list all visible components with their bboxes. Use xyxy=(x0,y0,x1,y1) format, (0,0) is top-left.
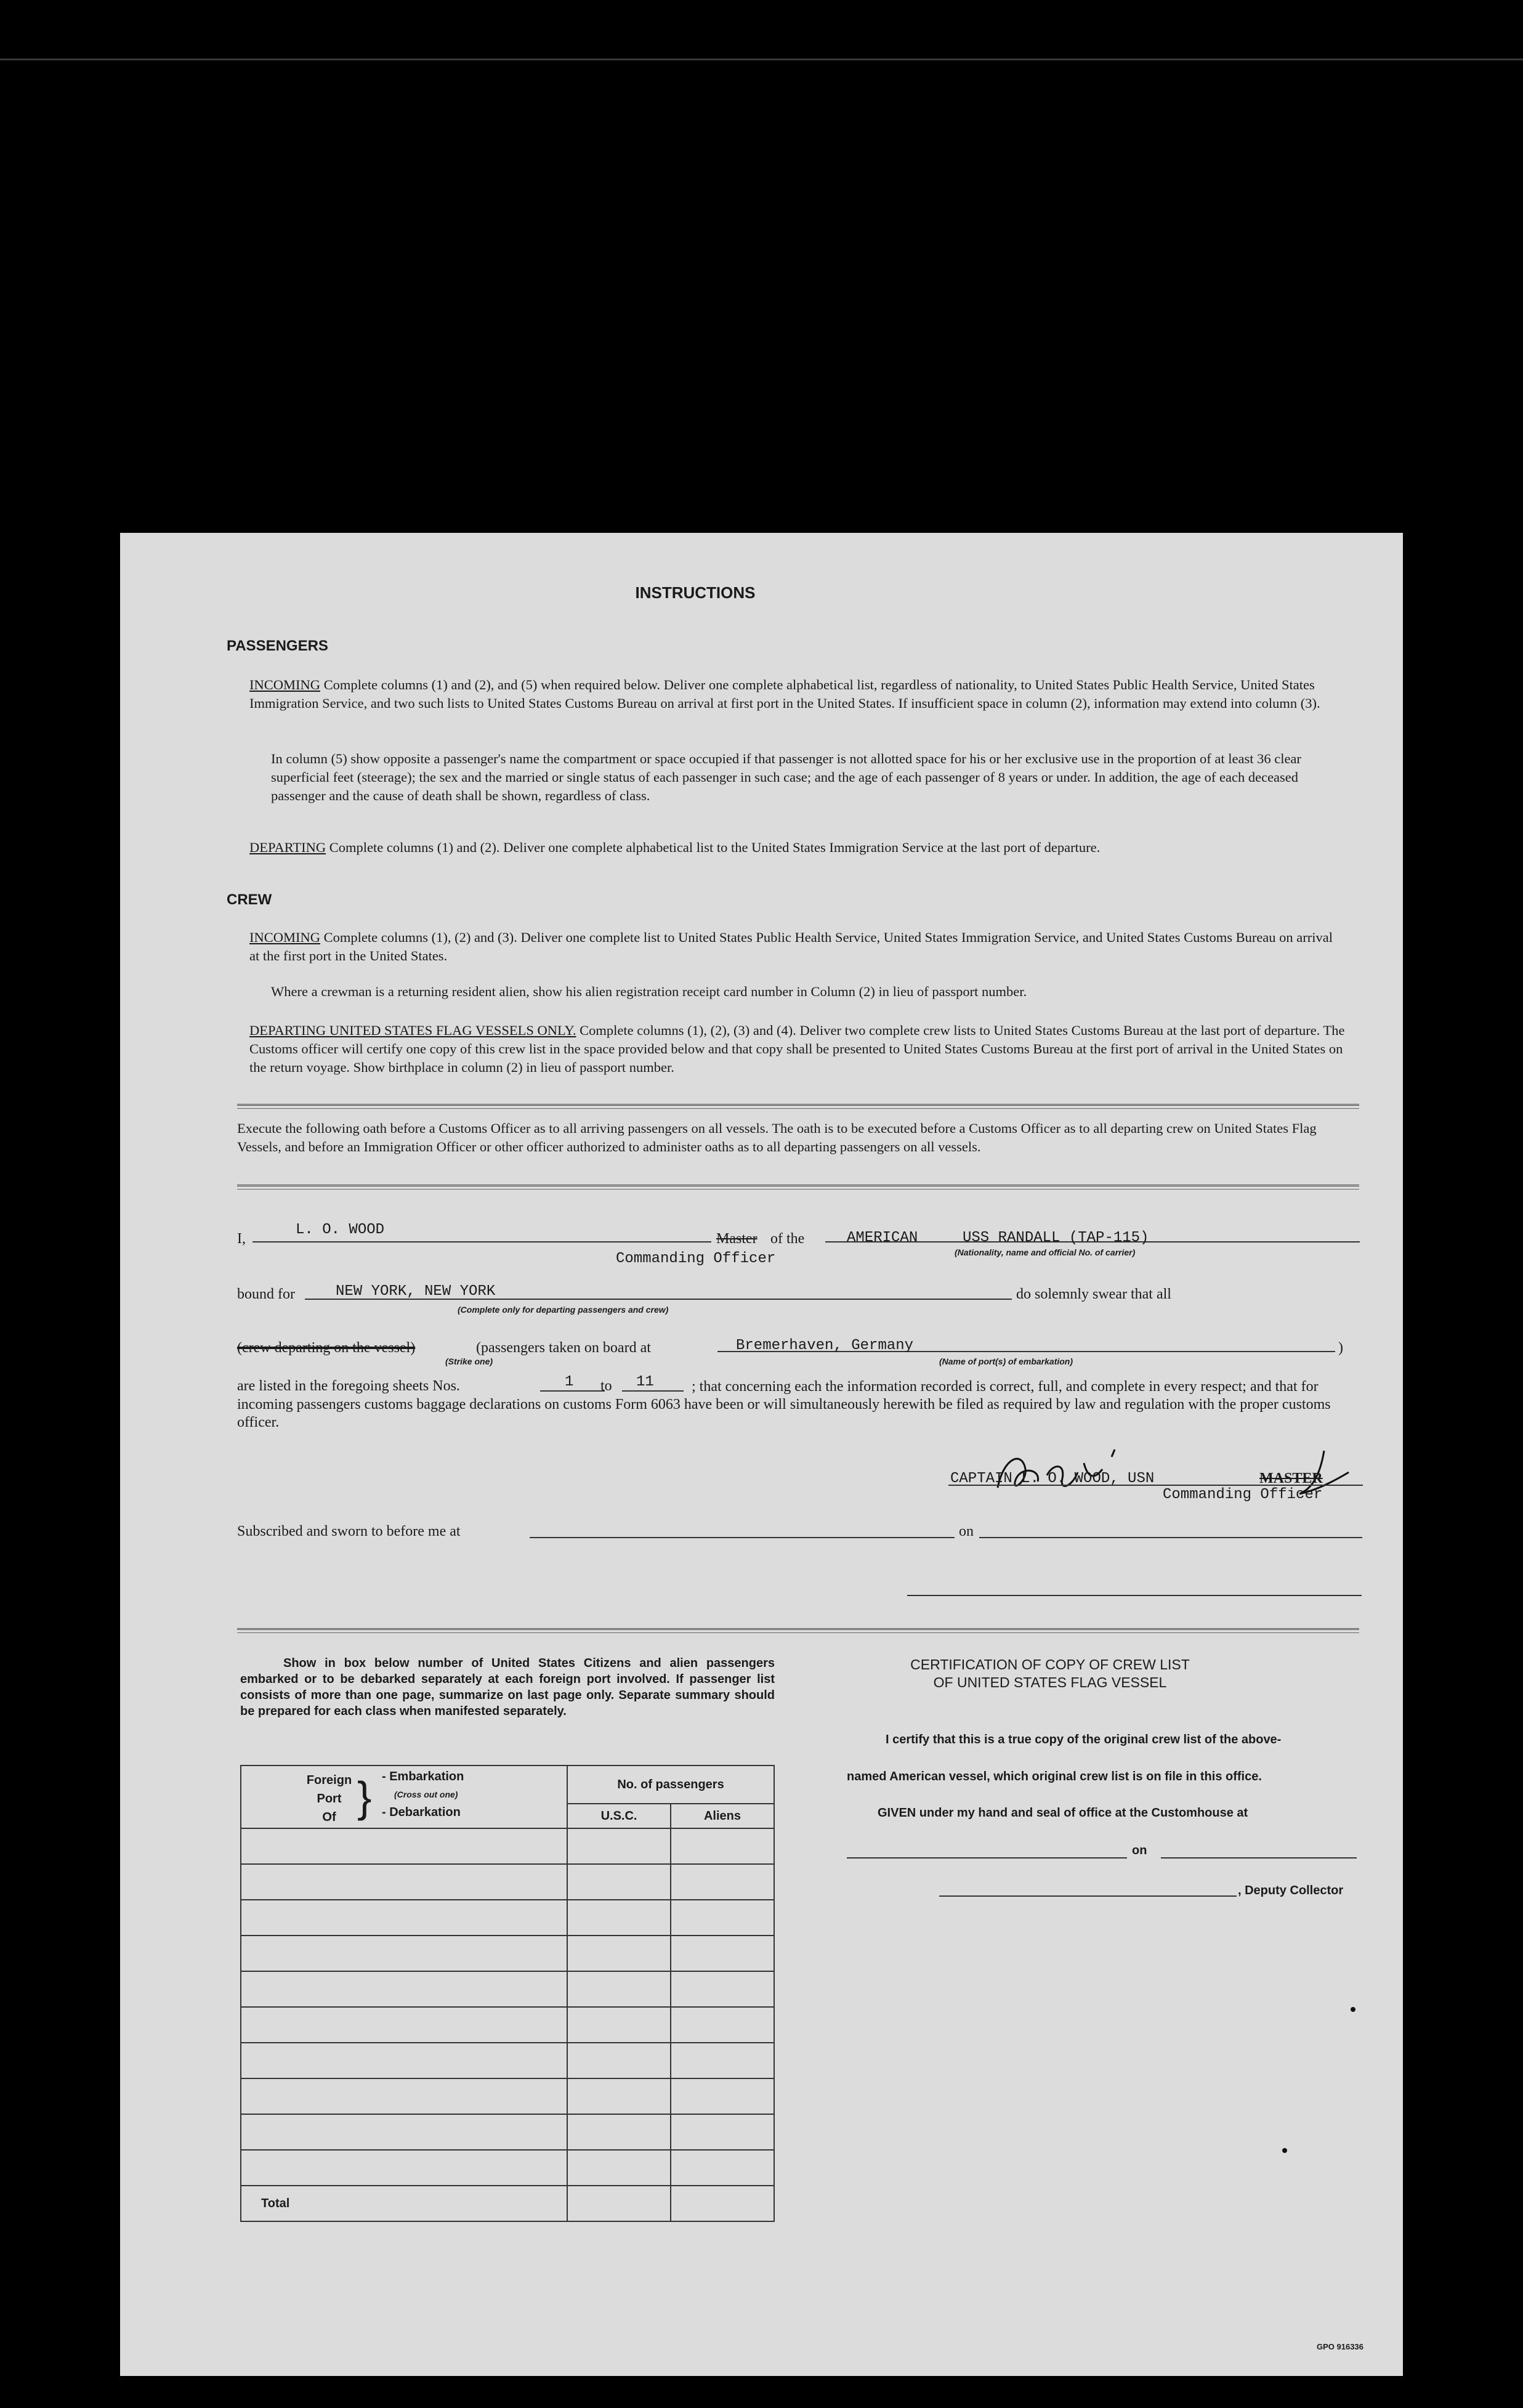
ink-dot xyxy=(1282,2148,1287,2153)
aliens-cell[interactable] xyxy=(671,1864,774,1900)
subscribed-label: Subscribed and sworn to before me at xyxy=(237,1523,461,1539)
certification-title xyxy=(834,1656,1266,1692)
swear-text: do solemnly swear that all xyxy=(1016,1286,1171,1302)
crew-resident-paragraph: Where a crewman is a returning resident alien, show his alien registration receipt card number in Column (2) in lieu of passport number. xyxy=(271,984,1027,999)
passengers-incoming-paragraph xyxy=(249,676,1346,713)
divider xyxy=(237,1628,1359,1633)
port-cell[interactable] xyxy=(241,1900,567,1936)
usc-cell[interactable] xyxy=(567,2078,671,2114)
master-name-value: L. O. WOOD xyxy=(296,1222,385,1238)
scan-artifact-line xyxy=(0,59,1523,60)
passengers-taken-text: (passengers taken on board at xyxy=(476,1340,651,1356)
certification-date-line xyxy=(1161,1857,1357,1859)
oath-instructions: Execute the following oath before a Customs Officer as to all arriving passengers on all vessels. The oath is to be executed before a Customs Officer as to all departing crew on United States Flag Vessels, and before an Immigration Officer or other officer authorized to administer oaths as to all departing passengers on all vessels. xyxy=(237,1121,1317,1154)
certification-line-2: named American vessel, which original crew list is on file in this office. xyxy=(847,1770,1262,1783)
port-cell[interactable] xyxy=(241,2043,567,2078)
aliens-cell[interactable] xyxy=(671,1828,774,1864)
port-cell[interactable] xyxy=(241,2150,567,2186)
foreign-port-label-1: Foreign xyxy=(306,1774,352,1787)
embarkation-option: - Embarkation xyxy=(382,1770,464,1783)
port-cell[interactable] xyxy=(241,1828,567,1864)
master-label-struck: Master xyxy=(716,1231,757,1247)
usc-column-header: U.S.C. xyxy=(567,1804,671,1828)
commanding-officer-typed: Commanding Officer xyxy=(616,1251,776,1267)
cross-out-note: (Cross out one) xyxy=(394,1790,458,1799)
deputy-signature-line xyxy=(939,1895,1237,1897)
passengers-incoming-label: INCOMING xyxy=(249,677,320,692)
foreign-port-label-3: Of xyxy=(322,1810,336,1824)
port-cell[interactable] xyxy=(241,1864,567,1900)
certification-line-1: I certify that this is a true copy of the original crew list of the above- xyxy=(886,1733,1282,1746)
crew-departing-text: Complete columns (1), (2), (3) and (4). Deliver two complete crew lists to United States Customs Bureau at the last port of departure. The Customs officer will certify one copy of this crew list in the space provided below and that copy shall be presented to United States Customs Bureau at the first port of arrival in the United States on the return voyage. Show birthplace in column (2) in lieu of passport number. xyxy=(249,1023,1345,1075)
customhouse-line xyxy=(847,1857,1127,1859)
of-the-label: of the xyxy=(770,1231,805,1247)
total-aliens-cell[interactable] xyxy=(671,2186,774,2221)
brace-glyph: } xyxy=(357,1773,372,1821)
foreign-port-label-2: Port xyxy=(317,1792,342,1806)
aliens-cell[interactable] xyxy=(671,2114,774,2150)
close-paren: ) xyxy=(1338,1340,1343,1356)
crew-heading: CREW xyxy=(227,891,272,908)
gpo-footer: GPO 916336 xyxy=(1317,2342,1363,2351)
certification-line-3: GIVEN under my hand and seal of office at the Customhouse at xyxy=(878,1806,1248,1820)
total-label: Total xyxy=(241,2186,567,2221)
passengers-heading: PASSENGERS xyxy=(227,638,328,654)
master-name-field-line xyxy=(252,1241,711,1243)
certify-text: ; that concerning each the information recorded is correct, full, and complete in every respect; and that for incoming passengers customs baggage declarations on customs Form 6063 have been or will simultaneously herewith be filed as required by law and regulation with the proper customs officer. xyxy=(237,1379,1331,1430)
foreign-port-header xyxy=(241,1765,567,1828)
aliens-cell[interactable] xyxy=(671,2007,774,2043)
usc-cell[interactable] xyxy=(567,1971,671,2007)
summary-instructions: Show in box below number of United States Citizens and alien passengers embarked or to be debarked separately at each foreign port involved. If passenger list consists of more than one page, summarize on last page only. Separate summary should be prepared for each class when manifested separately. xyxy=(240,1656,775,1718)
divider xyxy=(237,1185,1359,1190)
usc-cell[interactable] xyxy=(567,1828,671,1864)
aliens-cell[interactable] xyxy=(671,1936,774,1971)
subscribed-place-line xyxy=(530,1537,955,1538)
destination-value: NEW YORK, NEW YORK xyxy=(336,1283,496,1300)
port-cell[interactable] xyxy=(241,2007,567,2043)
subscribed-date-line xyxy=(979,1537,1362,1538)
aliens-column-header: Aliens xyxy=(671,1804,774,1828)
crew-incoming-paragraph xyxy=(249,928,1346,965)
port-cell[interactable] xyxy=(241,2078,567,2114)
aliens-cell[interactable] xyxy=(671,2150,774,2186)
passengers-column5-paragraph: In column (5) show opposite a passenger's name the compartment or space occupied if that passenger is not allotted space for his or her exclusive use in the proportion of at least 36 clear superficial feet (steerage); the sex and the married or single status of each passenger in such case; and the age of each passenger of 8 years or under. In addition, the age of each deceased passenger and the cause of death shall be shown, regardless of class. xyxy=(271,751,1301,803)
passengers-departing-text: Complete columns (1) and (2). Deliver one complete alphabetical list to the United States Immigration Service at the last port of departure. xyxy=(329,840,1101,855)
strike-caption: (Strike one) xyxy=(445,1356,493,1366)
embark-port-value: Bremerhaven, Germany xyxy=(736,1337,914,1354)
deputy-collector-label: , Deputy Collector xyxy=(1238,1884,1344,1897)
signature-title-struck: MASTER xyxy=(1259,1470,1323,1486)
passengers-departing-label: DEPARTING xyxy=(249,840,326,855)
embark-caption: (Name of port(s) of embarkation) xyxy=(939,1356,1073,1366)
bound-for-label: bound for xyxy=(237,1286,295,1302)
vessel-value: USS RANDALL (TAP-115) xyxy=(963,1230,1149,1246)
usc-cell[interactable] xyxy=(567,1936,671,1971)
nationality-value: AMERICAN xyxy=(847,1230,918,1246)
port-cell[interactable] xyxy=(241,2114,567,2150)
crew-incoming-label: INCOMING xyxy=(249,930,320,945)
aliens-cell[interactable] xyxy=(671,1971,774,2007)
sheets-prefix: are listed in the foregoing sheets Nos. xyxy=(237,1378,460,1394)
oath-i-label: I, xyxy=(237,1231,246,1247)
passengers-departing-paragraph xyxy=(249,838,1346,857)
form-page xyxy=(120,533,1403,2376)
usc-cell[interactable] xyxy=(567,1864,671,1900)
crew-incoming-text: Complete columns (1), (2) and (3). Deliver one complete list to United States Public Health Service, United States Immigration Service, and United States Customs Bureau on arrival at the first port in the United States. xyxy=(249,930,1333,963)
certification-title-line-2: OF UNITED STATES FLAG VESSEL xyxy=(933,1674,1167,1690)
aliens-cell[interactable] xyxy=(671,1900,774,1936)
passenger-summary-table xyxy=(240,1765,775,2222)
port-cell[interactable] xyxy=(241,1971,567,2007)
divider xyxy=(237,1104,1359,1109)
vessel-caption: (Nationality, name and official No. of carrier) xyxy=(955,1247,1136,1257)
sheet-from-value: 1 xyxy=(565,1374,574,1390)
crew-departing-label: DEPARTING UNITED STATES FLAG VESSELS ONLY. xyxy=(249,1023,576,1038)
subscribed-on-label: on xyxy=(959,1523,974,1539)
usc-cell[interactable] xyxy=(567,2150,671,2186)
crew-departing-paragraph xyxy=(249,1021,1346,1077)
passengers-incoming-text: Complete columns (1) and (2), and (5) when required below. Deliver one complete alphabetical list, regardless of nationality, to United States Public Health Service, United States Immigration Service, and two such lists to United States Customs Bureau on arrival at first port in the United States. If insufficient space in column (2), information may extend into column (3). xyxy=(249,677,1320,711)
usc-cell[interactable] xyxy=(567,2043,671,2078)
passengers-count-header: No. of passengers xyxy=(567,1765,774,1804)
port-cell[interactable] xyxy=(241,1936,567,1971)
ink-dot xyxy=(1351,2007,1355,2012)
usc-cell[interactable] xyxy=(567,2007,671,2043)
destination-caption: (Complete only for departing passengers and crew) xyxy=(458,1305,669,1315)
to-label: to xyxy=(600,1378,612,1394)
usc-cell[interactable] xyxy=(567,2114,671,2150)
signature-typed: CAPTAIN L. O. WOOD, USN xyxy=(950,1470,1155,1487)
usc-cell[interactable] xyxy=(567,1900,671,1936)
certification-on-label: on xyxy=(1132,1844,1147,1857)
officer-signature-line xyxy=(907,1595,1362,1596)
aliens-cell[interactable] xyxy=(671,2078,774,2114)
signature-title: Commanding Officer xyxy=(1163,1486,1323,1503)
aliens-cell[interactable] xyxy=(671,2043,774,2078)
certification-title-line-1: CERTIFICATION OF COPY OF CREW LIST xyxy=(910,1656,1190,1672)
debarkation-option: - Debarkation xyxy=(382,1806,461,1819)
total-usc-cell[interactable] xyxy=(567,2186,671,2221)
page-title: INSTRUCTIONS xyxy=(635,583,756,602)
strike-option-crew: (crew departing on the vessel) xyxy=(237,1340,416,1356)
sheet-to-value: 11 xyxy=(636,1374,654,1390)
